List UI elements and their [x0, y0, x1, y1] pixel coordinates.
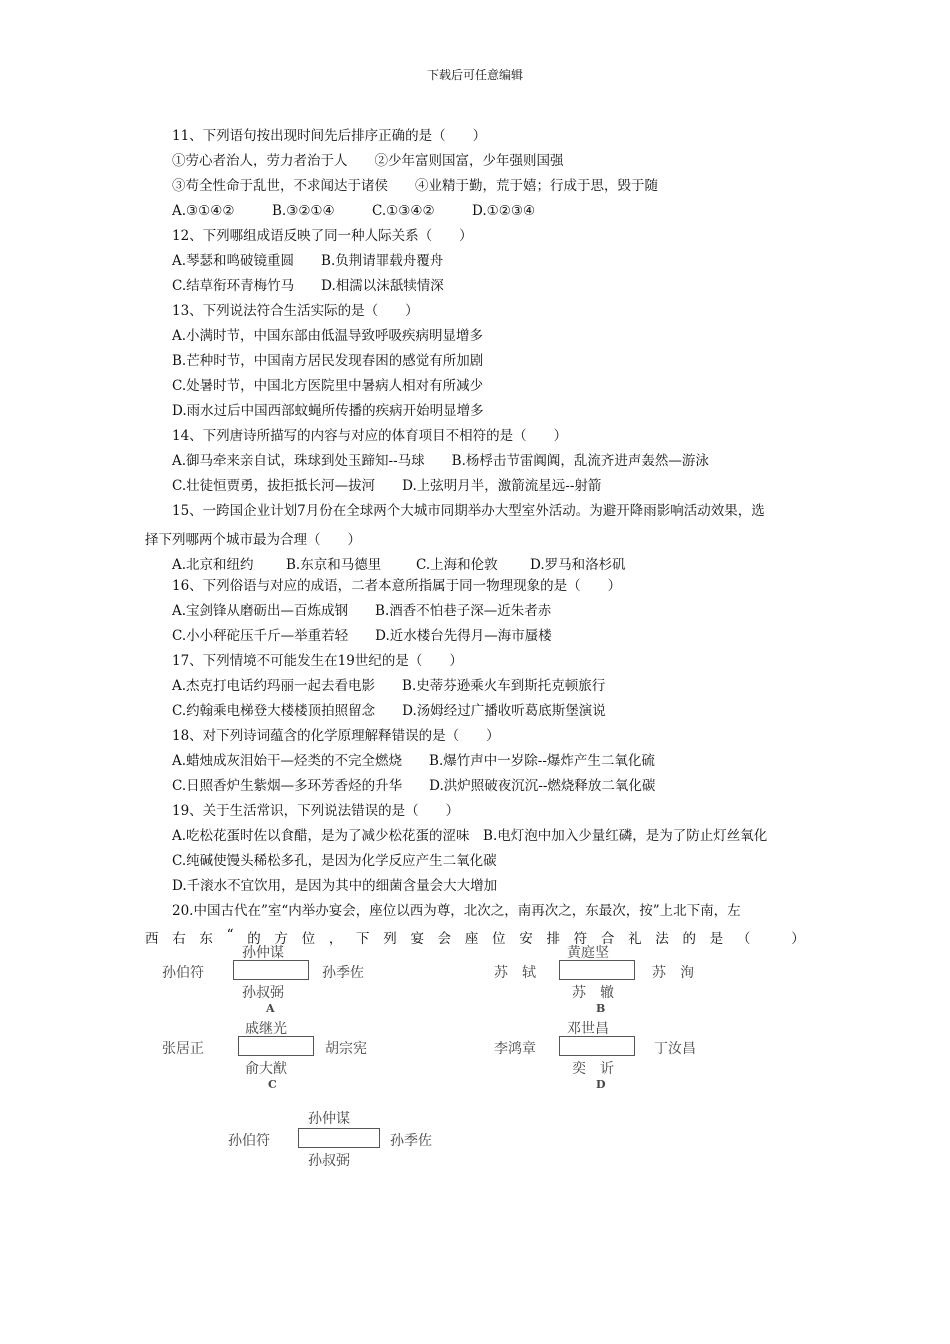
q20-char: 位 [492, 931, 506, 947]
q15-option-c: C.上海和伦敦 [416, 557, 498, 573]
seat-north: 邓世昌 [567, 1021, 609, 1037]
q20-char: 礼 [628, 931, 642, 947]
q20-char: “ [226, 927, 234, 943]
q20-char: ， [328, 931, 343, 947]
q13-stem: 13、下列说法符合生活实际的是（ ） [172, 303, 419, 319]
q15-stem-line1: 15、一跨国企业计划7月份在全球两个大城市同期举办大型室外活动。为避开降雨影响活动效果，选 [172, 503, 765, 519]
q20-char: 方 [274, 931, 288, 947]
q15-stem-line2: 择下列哪两个城市最为合理（ ） [145, 532, 361, 548]
q13-option-c: C.处暑时节，中国北方医院里中暑病人相对有所减少 [172, 378, 484, 394]
q19-line3: D.千滚水不宜饮用，是因为其中的细菌含量会大大增加 [172, 878, 498, 894]
seat-west: 孙伯符 [162, 965, 204, 981]
diagram-label: B [596, 1002, 606, 1015]
q11-option-b: B.③②①④ [272, 203, 335, 219]
q19-line1: A.吃松花蛋时佐以食醋，是为了减少松花蛋的涩味 B.电灯泡中加入少量红磷，是为了防止灯丝氧化 [172, 828, 768, 844]
q11-stem: 11、下列语句按出现时间先后排序正确的是（ ） [172, 128, 487, 144]
seating-diagram-c [160, 1018, 400, 1093]
q20-char: 是 [709, 931, 724, 947]
seat-east: 胡宗宪 [325, 1041, 367, 1057]
q18-line2: C.日照香炉生紫烟—多环芳香烃的升华 D.洪炉照破夜沉沉--燃烧释放二氧化碳 [172, 778, 656, 794]
q20-char: 下 [356, 931, 370, 947]
seat-south: 苏 辙 [572, 985, 614, 1001]
q17-stem: 17、下列情境不可能发生在19世纪的是（ ） [172, 653, 463, 669]
q20-char: 西 [145, 931, 159, 947]
q17-line1: A.杰克打电话约玛丽一起去看电影 B.史蒂芬逊乘火车到斯托克顿旅行 [172, 678, 606, 694]
q20-char: 的 [682, 931, 696, 947]
q15-option-d: D.罗马和洛杉矶 [530, 557, 626, 573]
table-rect [559, 1036, 635, 1056]
q19-stem: 19、关于生活常识，下列说法错误的是（ ） [172, 803, 460, 819]
seating-diagram-repeat [226, 1108, 476, 1168]
seat-south: 奕 䜣 [572, 1061, 614, 1077]
q20-char: 排 [546, 931, 560, 947]
seat-north: 戚继光 [245, 1021, 287, 1037]
seat-west: 李鸿章 [494, 1041, 536, 1057]
q15-option-a: A.北京和纽约 [172, 557, 254, 573]
q11-option-a: A.③①④② [172, 203, 235, 219]
q15-option-b: B.东京和马德里 [286, 557, 382, 573]
q20-char: 座 [464, 931, 479, 947]
q14-line1: A.御马牵来亲自试，珠球到处玉蹄知--马球 B.杨桴击节雷阗阗，乱流齐进声轰然—游泳 [172, 453, 709, 469]
q20-char: （ [736, 931, 751, 947]
q13-option-a: A.小满时节，中国东部由低温导致呼吸疾病明显增多 [172, 328, 484, 344]
q16-line1: A.宝剑锋从磨砺出—百炼成钢 B.酒香不怕巷子深—近朱者赤 [172, 603, 552, 619]
seat-east: 苏 洵 [652, 965, 694, 981]
seat-west: 苏 轼 [494, 965, 536, 981]
diagram-label: D [596, 1078, 606, 1091]
q12-line1: A.琴瑟和鸣破镜重圆 B.负荆请罪载舟覆舟 [172, 253, 444, 269]
q20-char: 符 [573, 931, 588, 947]
q20-char: 合 [600, 931, 615, 947]
q14-stem: 14、下列唐诗所描写的内容与对应的体育项目不相符的是（ ） [172, 428, 568, 444]
seat-west: 张居正 [162, 1041, 204, 1057]
seat-north: 孙仲谋 [308, 1111, 350, 1127]
q11-option-c: C.①③④② [372, 203, 435, 219]
table-rect [233, 960, 309, 980]
seat-west: 孙伯符 [228, 1133, 270, 1149]
q18-stem: 18、对下列诗词蕴含的化学原理解释错误的是（ ） [172, 728, 500, 744]
q20-char: 的 [247, 931, 261, 947]
q20-char: 会 [437, 931, 452, 947]
q13-option-d: D.雨水过后中国西部蚊蝇所传播的疾病开始明显增多 [172, 403, 484, 419]
q16-line2: C.小小秤砣压千斤—举重若轻 D.近水楼台先得月—海市蜃楼 [172, 628, 552, 644]
q12-line2: C.结草衔环青梅竹马 D.相濡以沫舐犊情深 [172, 278, 444, 294]
q11-line1: ①劳心者治人，劳力者治于人 ②少年富则国富，少年强则国强 [172, 153, 564, 169]
q20-char: 列 [383, 931, 397, 947]
page-header: 下载后可任意编辑 [426, 68, 523, 82]
q20-char: 安 [519, 931, 533, 947]
q20-char: 宴 [410, 931, 424, 947]
q20-char: 东 [199, 931, 213, 947]
q14-line2: C.壮徒恒贾勇，拔拒抵长河—拔河 D.上弦明月半，激箭流星远--射箭 [172, 478, 602, 494]
q20-char [764, 927, 778, 947]
seat-south: 俞大猷 [245, 1061, 287, 1077]
seat-south: 孙叔弼 [242, 985, 284, 1001]
table-rect [559, 960, 635, 980]
q18-line1: A.蜡烛成灰泪始干—烃类的不完全燃烧 B.爆竹声中一岁除--爆炸产生二氧化硫 [172, 753, 655, 769]
seat-east: 丁汝昌 [654, 1041, 696, 1057]
diagram-label: C [268, 1078, 277, 1091]
diagram-label: A [266, 1002, 275, 1015]
seat-east: 孙季佐 [322, 965, 364, 981]
seating-diagram-d [492, 1018, 732, 1093]
table-rect [238, 1036, 314, 1056]
q17-line2: C.约翰乘电梯登大楼楼顶拍照留念 D.汤姆经过广播收听葛底斯堡演说 [172, 703, 606, 719]
seat-east: 孙季佐 [390, 1133, 432, 1149]
q13-option-b: B.芒种时节，中国南方居民发现春困的感觉有所加剧 [172, 353, 484, 369]
q19-line2: C.纯碱使馒头稀松多孔，是因为化学反应产生二氧化碳 [172, 853, 497, 869]
q20-char: 右 [172, 931, 186, 947]
q11-option-d: D.①②③④ [472, 203, 536, 219]
seat-north: 黄庭坚 [567, 945, 609, 961]
seat-south: 孙叔弼 [308, 1153, 350, 1169]
q12-stem: 12、下列哪组成语反映了同一种人际关系（ ） [172, 228, 473, 244]
seating-diagram-b [492, 942, 732, 1017]
q20-char: 法 [655, 931, 669, 947]
q11-line2: ③苟全性命于乱世，不求闻达于诸侯 ④业精于勤，荒于嬉；行成于思，毁于随 [172, 178, 658, 194]
q16-stem: 16、下列俗语与对应的成语，二者本意所指属于同一物理现象的是（ ） [172, 578, 622, 594]
q20-char: ） [791, 931, 805, 947]
seating-diagram-a [160, 942, 400, 1017]
q20-char: 位 [301, 931, 316, 947]
seat-north: 孙仲谋 [242, 945, 284, 961]
table-rect [298, 1128, 380, 1148]
q20-stem-line1: 20.中国古代在”室“内举办宴会，座位以西为尊，北次之，南再次之，东最次，按”上北下南，左 [172, 903, 741, 919]
